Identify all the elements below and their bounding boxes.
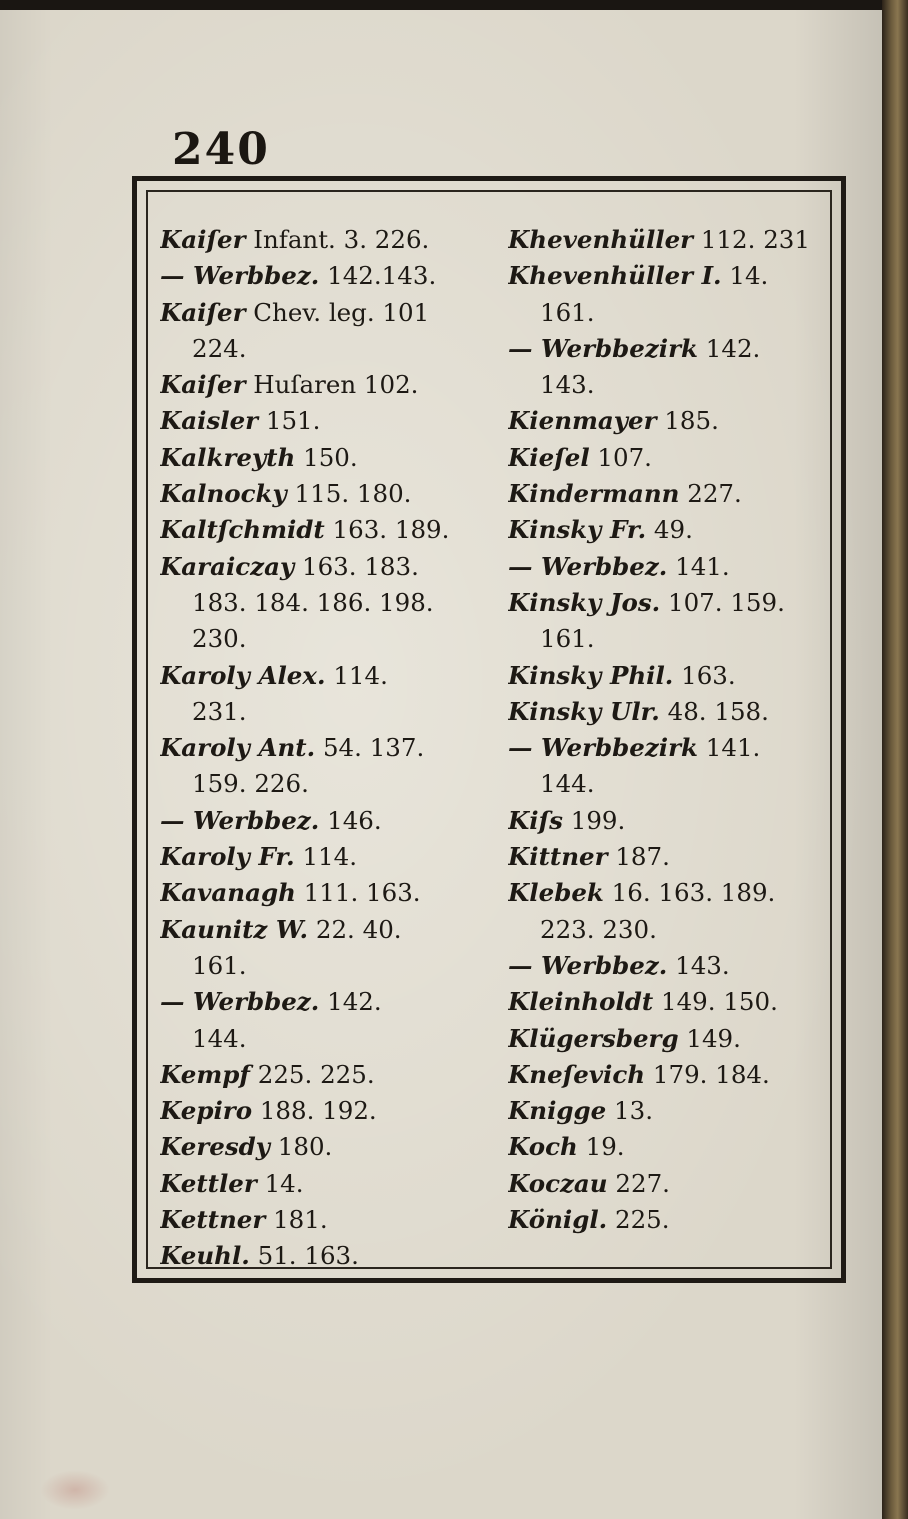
entry-name: Karaiczay: [160, 551, 295, 581]
index-entry: [160, 730, 490, 766]
entry-page-refs: 141.: [667, 551, 730, 581]
index-entry-continuation: [160, 948, 490, 984]
index-entry-continuation: [160, 621, 490, 657]
index-entry: [508, 585, 826, 621]
entry-name: Kaiſer: [160, 297, 246, 327]
entry-name: Khevenhüller: [508, 225, 694, 254]
entry-name: Kinsky Ulr.: [508, 696, 660, 726]
entry-name: Kaiſer: [160, 370, 246, 400]
index-entry: [508, 948, 826, 984]
index-entry-continuation: [160, 331, 490, 367]
entry-name: — Werbbez.: [160, 805, 320, 835]
index-entry: [160, 803, 490, 839]
entry-name: Kiſs: [508, 805, 563, 835]
index-entry-continuation: [508, 367, 826, 403]
entry-name: Kaltſchmidt: [160, 515, 325, 545]
entry-name: Kaiſer: [160, 225, 246, 254]
index-entry: [160, 1238, 490, 1274]
entry-page-refs: 13.: [606, 1096, 654, 1126]
index-entry: [508, 1166, 826, 1202]
entry-page-refs: Huſaren 102.: [245, 370, 419, 400]
entry-name: Kieſel: [508, 442, 590, 472]
entry-name: Kalkreyth: [160, 442, 296, 472]
index-entry: [508, 403, 826, 439]
entry-page-refs: 185.: [656, 406, 719, 436]
index-column-right: [508, 222, 826, 1238]
entry-name: Keresdy: [160, 1132, 270, 1162]
entry-page-refs: Infant. 3. 226.: [245, 225, 430, 254]
entry-page-refs: 224.: [192, 333, 247, 363]
entry-page-refs: 225. 225.: [249, 1059, 375, 1089]
entry-page-refs: 54. 137.: [315, 733, 425, 763]
entry-page-refs: 225.: [607, 1205, 670, 1235]
entry-name: — Werbbezirk: [508, 733, 698, 763]
entry-page-refs: 161.: [192, 950, 247, 980]
entry-page-refs: 150.: [295, 442, 358, 472]
index-entry: [160, 512, 490, 548]
entry-name: Koczau: [508, 1168, 608, 1198]
index-entry: [508, 512, 826, 548]
entry-page-refs: 227.: [607, 1168, 670, 1198]
entry-page-refs: 48. 158.: [659, 696, 769, 726]
entry-name: Kaisler: [160, 406, 259, 436]
index-entry: [508, 222, 826, 258]
entry-page-refs: 115. 180.: [286, 479, 412, 509]
entry-name: Kepiro: [160, 1096, 253, 1126]
index-entry: [160, 984, 490, 1020]
entry-name: Kavanagh: [160, 878, 296, 908]
index-entry: [160, 367, 490, 403]
entry-name: Karoly Ant.: [160, 733, 316, 763]
index-entry: [160, 403, 490, 439]
index-entry: [160, 476, 490, 512]
entry-name: Königl.: [508, 1205, 608, 1235]
entry-name: — Werbbez.: [508, 551, 668, 581]
index-entry: [508, 730, 826, 766]
index-entry: [160, 295, 490, 331]
index-entry-continuation: [508, 295, 826, 331]
entry-name: — Werbbezirk: [508, 333, 698, 363]
entry-page-refs: 51. 163.: [249, 1241, 359, 1271]
entry-page-refs: 188. 192.: [252, 1096, 377, 1126]
entry-name: Kalnocky: [160, 479, 287, 509]
index-entry: [160, 1166, 490, 1202]
entry-name: Kittner: [508, 842, 608, 872]
entry-name: — Werbbez.: [160, 987, 320, 1017]
index-entry: [160, 1057, 490, 1093]
index-entry: [508, 476, 826, 512]
entry-page-refs: 144.: [540, 769, 595, 799]
entry-page-refs: 183. 184. 186. 198.: [192, 587, 434, 617]
entry-page-refs: 16. 163. 189.: [603, 878, 776, 908]
entry-name: Khevenhüller I.: [508, 261, 722, 291]
index-entry: [160, 875, 490, 911]
entry-page-refs: 142.: [698, 333, 761, 363]
index-entry-continuation: [160, 766, 490, 802]
entry-name: — Werbbez.: [160, 261, 320, 291]
entry-page-refs: 159. 226.: [192, 769, 309, 799]
entry-name: Kinsky Jos.: [508, 587, 661, 617]
entry-page-refs: 163.: [673, 660, 736, 690]
index-entry: [508, 839, 826, 875]
index-entry: [160, 222, 490, 258]
entry-page-refs: 112. 231: [693, 225, 810, 254]
page-number: 240: [172, 124, 270, 175]
entry-name: Klebek: [508, 878, 604, 908]
entry-page-refs: 223. 230.: [540, 914, 657, 944]
entry-page-refs: 163. 183.: [294, 551, 419, 581]
entry-page-refs: 151.: [258, 406, 321, 436]
index-entry: [508, 440, 826, 476]
index-entry: [160, 258, 490, 294]
entry-name: Keuhl.: [160, 1241, 250, 1271]
index-entry: [508, 258, 826, 294]
index-entry: [508, 1093, 826, 1129]
index-column-left: [160, 222, 490, 1275]
index-entry-continuation: [160, 585, 490, 621]
entry-page-refs: 142.143.: [319, 261, 437, 291]
entry-page-refs: 180.: [270, 1132, 333, 1162]
entry-page-refs: 114.: [325, 660, 388, 690]
entry-page-refs: 163. 189.: [324, 515, 450, 545]
book-spine-edge: [882, 0, 908, 1519]
entry-page-refs: 143.: [667, 950, 730, 980]
entry-page-refs: 14.: [721, 261, 769, 291]
entry-name: Kempf: [160, 1059, 250, 1089]
entry-page-refs: 114.: [294, 842, 357, 872]
entry-page-refs: 199.: [562, 805, 626, 835]
entry-name: Kettner: [160, 1205, 266, 1235]
entry-name: Kleinholdt: [508, 987, 654, 1017]
index-entry: [508, 1021, 826, 1057]
entry-page-refs: 107. 159.: [660, 587, 785, 617]
entry-name: Karoly Alex.: [160, 660, 326, 690]
index-entry-continuation: [160, 1021, 490, 1057]
index-entry: [160, 658, 490, 694]
entry-name: Koch: [508, 1132, 578, 1162]
entry-page-refs: 179. 184.: [645, 1059, 770, 1089]
entry-page-refs: 187.: [607, 842, 670, 872]
index-entry: [508, 549, 826, 585]
index-entry: [160, 549, 490, 585]
entry-page-refs: 14.: [256, 1168, 304, 1198]
entry-page-refs: 22. 40.: [308, 914, 402, 944]
index-entry: [508, 1129, 826, 1165]
entry-page-refs: 149.: [678, 1023, 741, 1053]
index-entry: [508, 803, 826, 839]
entry-name: — Werbbez.: [508, 950, 668, 980]
entry-page-refs: 161.: [540, 297, 595, 327]
entry-name: Knigge: [508, 1096, 607, 1126]
entry-name: Kindermann: [508, 479, 680, 509]
entry-page-refs: Chev. leg. 101: [245, 297, 430, 327]
index-entry: [508, 658, 826, 694]
index-entry: [508, 875, 826, 911]
index-entry-continuation: [160, 694, 490, 730]
entry-page-refs: 181.: [265, 1205, 328, 1235]
index-entry: [508, 1202, 826, 1238]
entry-page-refs: 111. 163.: [295, 878, 421, 908]
index-entry: [508, 1057, 826, 1093]
index-entry: [160, 912, 490, 948]
index-entry: [508, 331, 826, 367]
index-entry-continuation: [508, 912, 826, 948]
entry-name: Kneſevich: [508, 1059, 646, 1089]
entry-name: Karoly Fr.: [160, 842, 295, 872]
entry-name: Kaunitz W.: [160, 914, 309, 944]
entry-page-refs: 230.: [192, 624, 247, 654]
ink-smudge: [40, 1470, 110, 1510]
entry-name: Kettler: [160, 1168, 257, 1198]
entry-page-refs: 49.: [646, 515, 693, 545]
index-entry: [508, 694, 826, 730]
entry-page-refs: 161.: [540, 624, 595, 654]
index-entry: [160, 839, 490, 875]
entry-page-refs: 19.: [577, 1132, 625, 1162]
entry-name: Kienmayer: [508, 406, 657, 436]
entry-name: Klügersberg: [508, 1023, 679, 1053]
entry-page-refs: 107.: [589, 442, 652, 472]
entry-page-refs: 144.: [192, 1023, 247, 1053]
index-entry-continuation: [508, 621, 826, 657]
entry-name: Kinsky Phil.: [508, 660, 674, 690]
index-entry: [508, 984, 826, 1020]
index-entry: [160, 1093, 490, 1129]
entry-page-refs: 143.: [540, 370, 595, 400]
index-entry: [160, 440, 490, 476]
index-entry: [160, 1129, 490, 1165]
entry-page-refs: 231.: [192, 696, 247, 726]
entry-page-refs: 141.: [698, 733, 761, 763]
entry-page-refs: 146.: [319, 805, 382, 835]
entry-page-refs: 149. 150.: [653, 987, 778, 1017]
entry-page-refs: 142.: [319, 987, 382, 1017]
entry-name: Kinsky Fr.: [508, 515, 647, 545]
scan-top-edge: [0, 0, 882, 10]
entry-page-refs: 227.: [679, 479, 742, 509]
index-entry-continuation: [508, 766, 826, 802]
index-entry: [160, 1202, 490, 1238]
